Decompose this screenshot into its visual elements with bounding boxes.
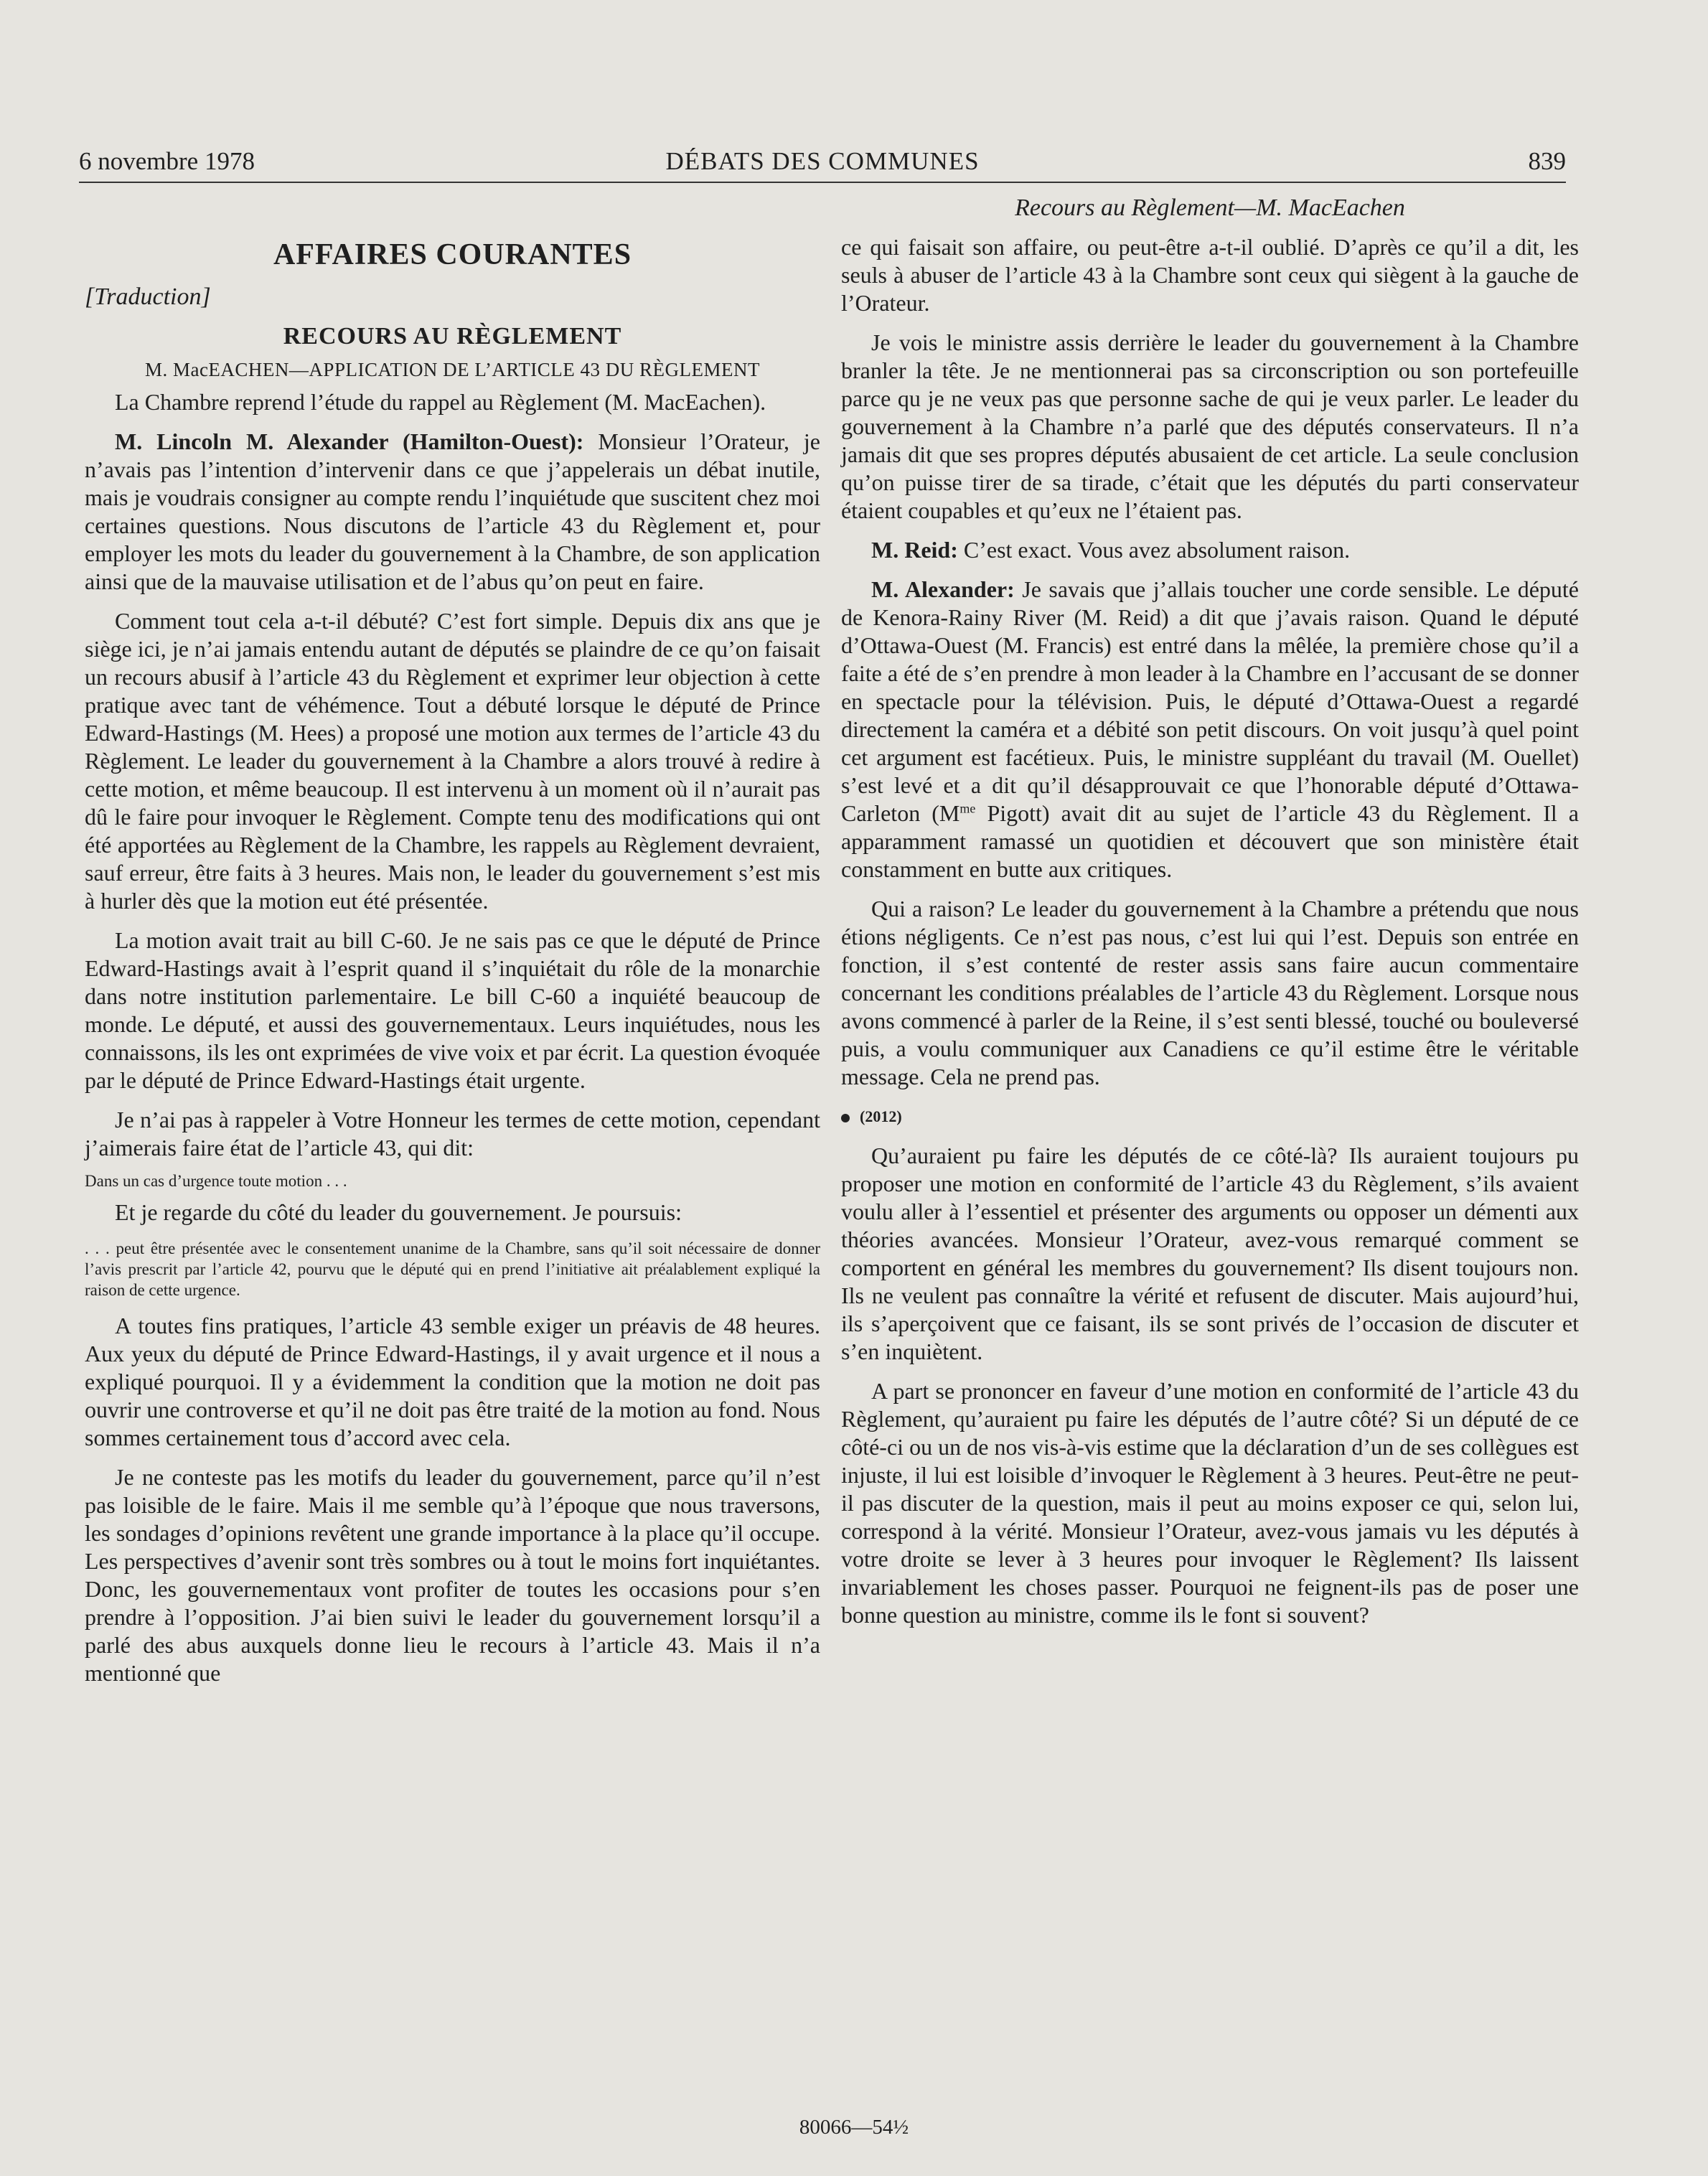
speaker-name: M. Lincoln M. Alexander (Hamilton-Ouest): <box>115 428 584 454</box>
paragraph: ce qui faisait son affaire, ou peut-être a-t-il oublié. D’après ce qu’il a dit, les seuls à abuser de l’article 43 à la Chambre sont ceux qui siègent à la gauche de l’Orateur. <box>841 234 1579 316</box>
right-column <box>841 194 1579 1641</box>
running-head: Recours au Règlement—M. MacEachen <box>1015 194 1405 221</box>
paragraph: La Chambre reprend l’étude du rappel au Règlement (M. MacEachen). <box>115 389 766 415</box>
speaker-name: M. Alexander: <box>871 576 1015 602</box>
page-footer-code: 80066—54½ <box>799 2116 909 2139</box>
paragraph: Comment tout cela a-t-il débuté? C’est fort simple. Depuis dix ans que je siège ici, je n’ai jamais entendu autant de députés se plaindre de ce qu’on faisait un recours abusif à l’article 43 du Règlement et exprimer leur objection à cette pratique avec tant de véhémence. Tout a débuté lorsque le député de Prince Edward-Hastings (M. Hees) a proposé une motion aux termes de l’article 43 du Règlement. Le leader du gouvernement à la Chambre a alors trouvé à redire à cette motion, et même beaucoup. Il est intervenu à un moment où il n’aurait pas dû le faire pour invoquer le Règlement. Compte tenu des modifications qui ont été apportées au Règlement de la Chambre, les rappels au Règlement devraient, sauf erreur, être faits à 3 heures. Mais non, le leader du gouvernement s’est mis à hurler dès que la motion eut été présentée. <box>85 608 820 914</box>
speech-text: Monsieur l’Orateur, je n’avais pas l’intention d’intervenir dans ce que j’appelerais un débat inutile, mais je voudrais consigner au compte rendu l’inquiétude que suscitent chez moi certaines questions. Nous discutons de l’article 43 du Règlement et, pour employer les mots du leader du gouvernement à la Chambre, de son application ainsi que de la mauvaise utilisation et de l’abus qu’on peut en faire. <box>85 428 820 594</box>
paragraph <box>841 576 1579 883</box>
header-title: DÉBATS DES COMMUNES <box>665 147 980 175</box>
paragraph: Je n’ai pas à rappeler à Votre Honneur les termes de cette motion, cependant j’aimerais faire état de l’article 43, qui dit: <box>85 1107 820 1160</box>
paragraph: Je vois le ministre assis derrière le leader du gouvernement à la Chambre branler la tête. Je ne mentionnerai pas sa circonscription ou son portefeuille parce qu je ne veux pas que personne sache de qui je veux parler. Le leader du gouvernement à la Chambre n’a parlé que des députés conservateurs. Il n’a jamais dit que ses propres députés abusaient de cet article. La seule conclusion qu’on puisse tirer de sa tirade, c’était que les députés du parti conservateur étaient coupables et qu’eux ne l’étaient pas. <box>841 329 1579 523</box>
header-date: 6 novembre 1978 <box>79 147 255 175</box>
paragraph: Qui a raison? Le leader du gouvernement à la Chambre a prétendu que nous étions négligents. Ce n’est pas nous, c’est lui qui l’est. Depuis son entrée en fonction, il s’est contenté de rester assis sans faire aucun commentaire concernant les conditions préalables de l’article 43 du Règlement. Lorsque nous avons commencé à parler de la Reine, il s’est senti blessé, touché ou bouleversé puis, a voulu communiquer aux Canadiens ce qu’il estime être le véritable message. Cela ne prend pas. <box>841 896 1579 1089</box>
paragraph: A toutes fins pratiques, l’article 43 semble exiger un préavis de 48 heures. Aux yeux du député de Prince Edward-Hastings, il y avait urgence et il nous a expliqué pourquoi. Il y a évidemment la condition que la motion ne doit pas ouvrir une controverse et qu’il ne doit pas être traité de la motion au fond. Nous sommes certainement tous d’accord avec cela. <box>85 1313 820 1450</box>
time-marker <box>841 1102 1579 1130</box>
paragraph: Je ne conteste pas les motifs du leader du gouvernement, parce qu’il n’est pas loisible de le faire. Mais il me semble qu’à l’époque que nous traversons, les sondages d’opinions revêtent une grande importance à la place qu’il occupe. Les perspectives d’avenir sont très sombres ou à tout le moins fort inquiétantes. Donc, les gouvernementaux vont profiter de toutes les occasions pour s’en prendre à l’opposition. J’ai bien suivi le leader du gouvernement lorsqu’il a parlé des abus auxquels donne lieu le recours à l’article 43. Mais il n’a mentionné que <box>85 1464 820 1686</box>
speech-text: Je savais que j’allais toucher une corde sensible. Le député de Kenora-Rainy River (M. Reid) a dit que j’avais raison. Quand le député d’Ottawa-Ouest (M. Francis) est entré dans la mêlée, la première chose qu’il a faite a été de s’en prendre à mon leader à la Chambre en l’accusant de se donner en spectacle pour la télévision. Puis, le député d’Ottawa-Ouest a regardé directement la caméra et a débité son petit discours. On voit jusqu’à quel point cet argument est facétieux. Puis, le ministre suppléant du travail (M. Ouellet) s’est levé et a dit qu’il désapprouvait ce que l’honorable député d’Ottawa-Carleton (M <box>841 576 1580 826</box>
paragraph: A part se prononcer en faveur d’une motion en conformité de l’article 43 du Règlement, qu’auraient pu faire les députés de l’autre côté? Si un député de ce côté-ci ou un de nos vis-à-vis estime que la déclaration d’un de ses collègues est injuste, il lui est loisible d’invoquer le Règlement à 3 heures. Peut-être ne peut-il pas discuter de la question, mais il peut au moins exposer ce qui, selon lui, correspond à la vérité. Monsieur l’Orateur, avez-vous jamais vu les députés à votre droite se lever à 3 heures pour invoquer le Règlement? Ils laissent invariablement les choses passer. Pourquoi ne feignent-ils pas de poser une bonne question au ministre, comme ils le font si souvent? <box>841 1378 1579 1628</box>
translation-note: [Traduction] <box>85 283 211 310</box>
paragraph: La motion avait trait au bill C-60. Je ne sais pas ce que le député de Prince Edward-Hastings avait à l’esprit quand il s’inquiétait du rôle de la monarchie dans notre institution parlementaire. Le bill C-60 a inquiété beaucoup de monde. Le député, et aussi des gouvernementaux. Leurs inquiétudes, nous les connaissons, ils les ont exprimées de vive voix et par écrit. La question évoquée par le député de Prince Edward-Hastings était urgente. <box>85 927 820 1093</box>
superscript: me <box>959 801 976 816</box>
subsection-title: RECOURS AU RÈGLEMENT <box>283 323 622 350</box>
speech-text: Pigott) avait dit au sujet de l’article 43 du Règlement. Il a apparamment ramassé un quotidien et découvert que son ministère était constamment en butte aux critiques. <box>841 800 1580 882</box>
speaker-name: M. Reid: <box>871 537 958 563</box>
header-page-number: 839 <box>1528 147 1566 175</box>
subsection-subtitle: M. MacEACHEN—APPLICATION DE L’ARTICLE 43 DU RÈGLEMENT <box>144 359 761 380</box>
bullet-icon <box>841 1114 850 1122</box>
paragraph <box>841 536 1579 564</box>
block-quote: Dans un cas d’urgence toute motion . . . <box>85 1172 347 1190</box>
time-text: (2012) <box>860 1107 902 1125</box>
speech-text: C’est exact. Vous avez absolument raison. <box>957 537 1351 563</box>
page-header <box>79 147 1566 183</box>
left-column <box>85 194 820 1699</box>
paragraph: Qu’auraient pu faire les députés de ce côté-là? Ils auraient toujours pu proposer une motion en conformité de l’article 43 du Règlement, s’ils avaient voulu aller à l’essentiel et présenter des arguments ou opposer un démenti aux théories avancées. Monsieur l’Orateur, avez-vous remarqué comment se comportent en général les membres du gouvernement? Ils disent toujours non. Ils ne veulent pas connaître la vérité et refusent de discuter. Mais aujourd’hui, ils s’aperçoivent que ce faisant, ils se sont privés de l’occasion de discuter et s’en inquiètent. <box>841 1143 1579 1364</box>
paragraph: Et je regarde du côté du leader du gouvernement. Je poursuis: <box>115 1199 682 1225</box>
section-title: AFFAIRES COURANTES <box>273 238 632 271</box>
paragraph <box>85 428 820 596</box>
block-quote: . . . peut être présentée avec le consentement unanime de la Chambre, sans qu’il soit nécessaire de donner l’avis prescrit par l’article 42, pourvu que le député qui en prend l’initiative ait préalablement expliqué la raison de cette urgence. <box>85 1239 820 1299</box>
